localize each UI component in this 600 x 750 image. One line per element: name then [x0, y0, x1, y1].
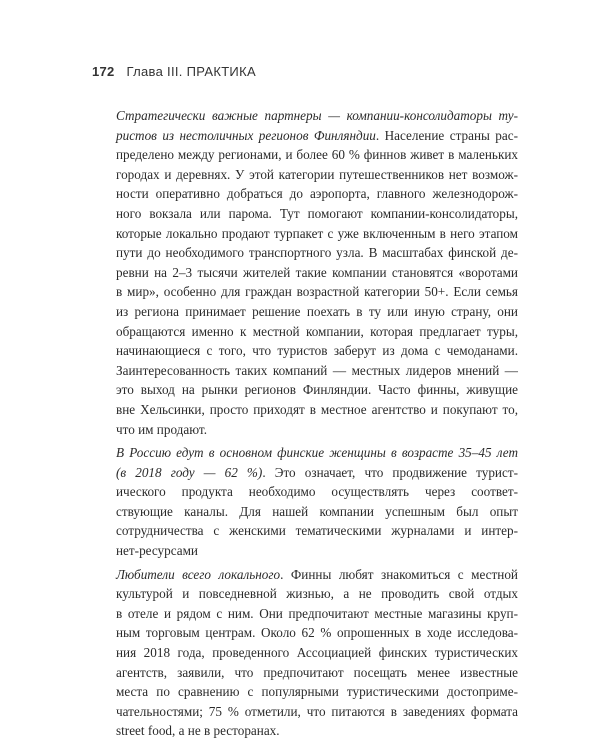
text-line: [116, 204, 518, 224]
page-body: [116, 106, 518, 741]
text-line: [116, 565, 518, 585]
italic-text: В Россию едут в основном финские женщины в возрасте 35–45 лет: [116, 445, 518, 461]
text-line: [116, 243, 518, 263]
text-line: [116, 302, 518, 322]
italic-text: Стратегически важные партнеры — компании-консолидаторы ту-: [116, 108, 518, 123]
text: места по сравнению с популярными туристическими достоприме-: [116, 684, 518, 700]
text: ния 2018 года, проведенного Ассоциацией финских туристических: [116, 645, 518, 661]
text-line: [116, 400, 518, 420]
text: ствующие каналы. Для нашей компании успешным был опыт: [116, 503, 518, 519]
italic-text: (в 2018 году — 62 %): [116, 464, 263, 480]
text: ического продукта необходимо осуществлять через соответ-: [116, 484, 518, 500]
text-line: [116, 541, 518, 561]
text-line: [116, 521, 518, 541]
text: пути до необходимого транспортного узла. В масштабах финской де-: [116, 245, 518, 261]
text-line: [116, 623, 518, 643]
text-line: [116, 463, 518, 483]
text-line: [116, 702, 518, 722]
text: Заинтересованность таких компаний — местных лидеров мнений —: [116, 362, 518, 378]
text: культурой и повседневной жизнью, а не проводить свой отдых: [116, 586, 518, 602]
text: ного вокзала или парома. Тут помогают компании-консолидаторы,: [116, 205, 518, 221]
paragraph: [116, 106, 518, 439]
text: пределено между регионами, и более 60 % финнов живет в маленьких: [116, 147, 518, 163]
text-line: [116, 502, 518, 522]
text-line: [116, 682, 518, 702]
text: . Это означает, что продвижение турист-: [262, 464, 518, 480]
text: в мир», особенно для граждан возрастной категории 50+. Если семья: [116, 284, 518, 300]
text-line: [116, 643, 518, 663]
text: в отеле и рядом с ним. Они предпочитают местные магазины круп-: [116, 605, 518, 621]
text-line: [116, 604, 518, 624]
text-line: [116, 663, 518, 683]
text: которые локально продают турпакет с уже включенным в него этапом: [116, 225, 518, 241]
text-line: [116, 482, 518, 502]
text: чательностями; 75 % отметили, что питаются в заведениях формата: [116, 703, 518, 719]
text: вне Хельсинки, просто приходят в местное агентство и покупают то,: [116, 401, 518, 417]
text: ревни на 2–3 тысячи жителей такие компании становятся «воротами: [116, 264, 518, 280]
text-line: [116, 380, 518, 400]
text-line: [116, 126, 518, 146]
text-line: [116, 165, 518, 185]
text-line: [116, 361, 518, 381]
text: городах и деревнях. У этой категории путешественников нет возмож-: [116, 166, 518, 182]
text-line: [116, 584, 518, 604]
text-line: [116, 145, 518, 165]
text-line: [116, 420, 518, 440]
text: из региона принимает решение поехать в ту или иную страну, они: [116, 303, 518, 319]
paragraph: [116, 565, 518, 741]
chapter-title: Глава III. ПРАКТИКА: [126, 64, 256, 79]
text: что им продают.: [116, 421, 207, 437]
italic-text: Любители всего локального: [116, 566, 281, 582]
text-line: [116, 224, 518, 244]
text-line: [116, 263, 518, 283]
text-line: [116, 282, 518, 302]
text: начинающиеся с того, что туристов заберут из дома с чемоданами.: [116, 343, 518, 359]
text-line: [116, 106, 518, 126]
text: . Финны любят знакомиться с местной: [280, 566, 518, 582]
text: . Население страны рас-: [375, 127, 519, 143]
text: обращаются именно к местной компании, которая предлагает туры,: [116, 323, 518, 339]
page-number: 172: [92, 64, 115, 79]
text-line: [116, 184, 518, 204]
text-line: [116, 443, 518, 463]
text-line: [116, 322, 518, 342]
text: сотрудничества с женскими тематическими журналами и интер-: [116, 523, 518, 539]
text: street food, а не в ресторанах.: [116, 723, 280, 739]
text: ным торговым центрам. Около 62 % опрошенных в ходе исследова-: [116, 625, 518, 641]
text-line: [116, 721, 518, 741]
running-header: [92, 64, 256, 79]
text: это выход на рынки регионов Финляндии. Часто финны, живущие: [116, 382, 518, 398]
italic-text: ристов из нестоличных регионов Финляндии: [116, 127, 376, 143]
text: нет-ресурсами: [116, 543, 198, 559]
text: агентств, заявили, что предпочитают посещать менее известные: [116, 664, 518, 680]
text-line: [116, 341, 518, 361]
text: ности оперативно добраться до аэропорта, главного железнодорож-: [116, 186, 518, 202]
paragraph: [116, 443, 518, 561]
